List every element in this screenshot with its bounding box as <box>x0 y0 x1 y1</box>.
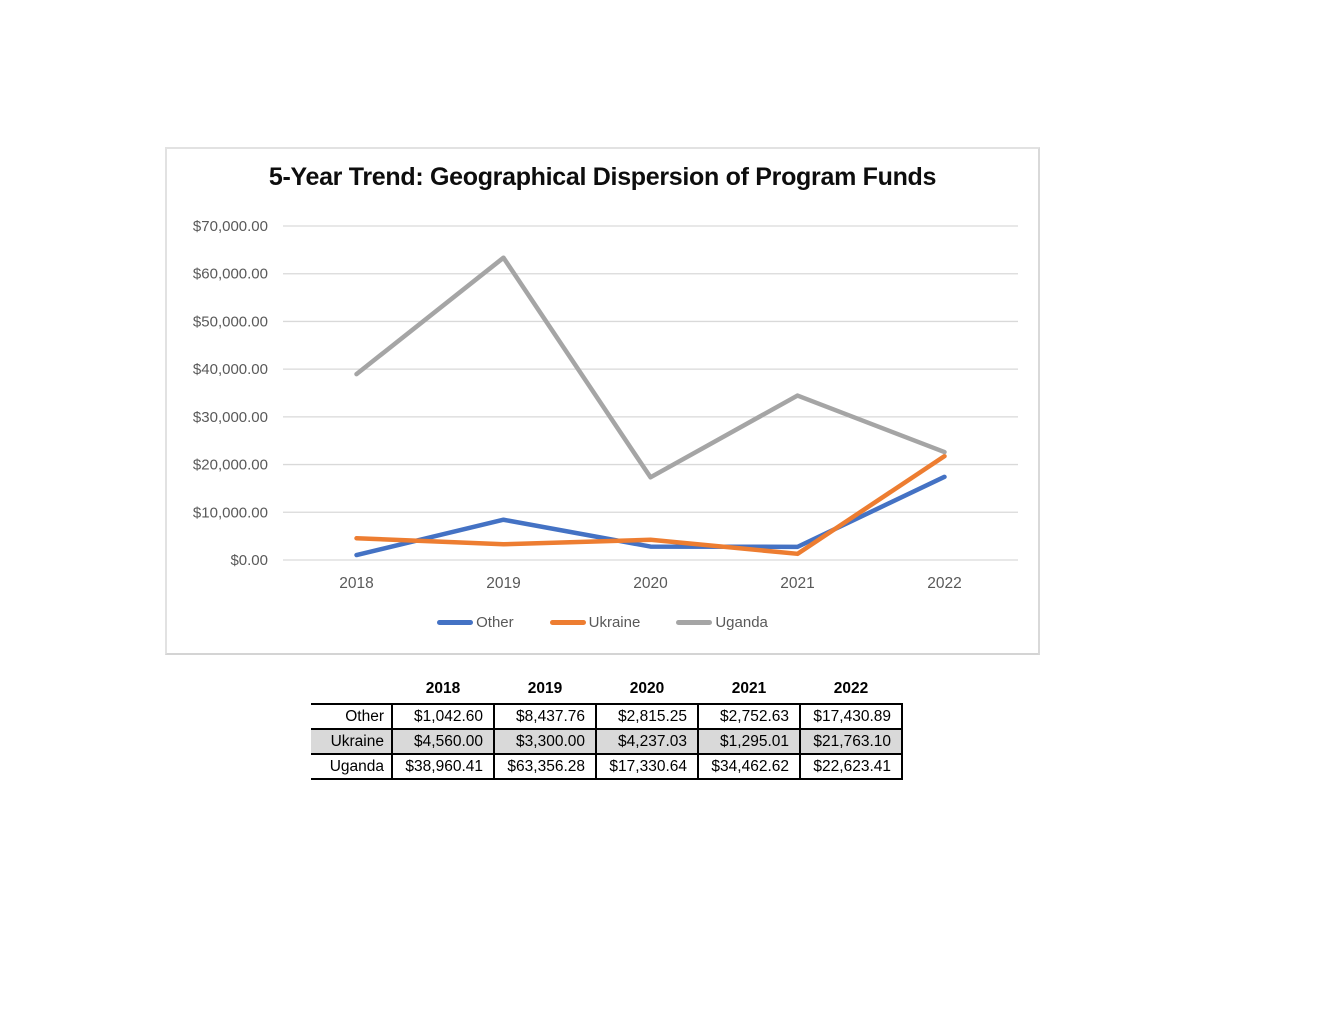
cell-other-2021: $2,752.63 <box>698 704 800 729</box>
row-label-uganda: Uganda <box>311 754 392 779</box>
funds-data-table <box>311 679 903 780</box>
series-line-ukraine <box>357 456 945 554</box>
table-header-row <box>311 679 902 704</box>
x-axis-tick-label: 2019 <box>486 575 521 592</box>
table-row-uganda <box>311 754 902 779</box>
x-axis-tick-label: 2021 <box>780 575 815 592</box>
cell-uganda-2021: $34,462.62 <box>698 754 800 779</box>
y-axis-tick-label: $10,000.00 <box>192 504 268 522</box>
cell-other-2018: $1,042.60 <box>392 704 494 729</box>
cell-other-2020: $2,815.25 <box>596 704 698 729</box>
cell-uganda-2020: $17,330.64 <box>596 754 698 779</box>
cell-uganda-2019: $63,356.28 <box>494 754 596 779</box>
cell-uganda-2018: $38,960.41 <box>392 754 494 779</box>
x-axis-tick-label: 2022 <box>927 575 962 592</box>
line-chart-plot-area <box>167 149 1038 604</box>
row-label-other: Other <box>311 704 392 729</box>
series-line-uganda <box>357 258 945 478</box>
table-corner-cell <box>311 679 392 704</box>
legend-item-other <box>437 614 514 631</box>
table-row-other <box>311 704 902 729</box>
chart-title: 5-Year Trend: Geographical Dispersion of Program Funds <box>268 163 937 191</box>
y-axis-tick-label: $40,000.00 <box>192 361 268 379</box>
y-axis-tick-label: $30,000.00 <box>192 408 268 426</box>
legend-swatch-uganda <box>676 620 712 625</box>
table-row-ukraine <box>311 729 902 754</box>
col-header-2021: 2021 <box>731 680 767 697</box>
col-header-2020: 2020 <box>629 680 665 697</box>
col-header-2022: 2022 <box>833 680 869 697</box>
legend-label: Other <box>476 614 514 631</box>
chart-legend <box>167 614 1038 631</box>
cell-ukraine-2022: $21,763.10 <box>800 729 902 754</box>
legend-item-uganda <box>676 614 768 631</box>
legend-swatch-ukraine <box>550 620 586 625</box>
y-axis-tick-label: $70,000.00 <box>192 218 268 235</box>
col-header-2019: 2019 <box>527 680 563 697</box>
y-axis-tick-label: $60,000.00 <box>192 265 268 283</box>
legend-swatch-other <box>437 620 473 625</box>
y-axis-tick-label: $20,000.00 <box>192 456 268 474</box>
legend-label: Ukraine <box>588 614 641 631</box>
cell-ukraine-2018: $4,560.00 <box>392 729 494 754</box>
legend-label: Uganda <box>715 614 768 631</box>
y-axis-tick-label: $50,000.00 <box>192 313 268 331</box>
col-header-2018: 2018 <box>425 680 461 697</box>
cell-ukraine-2020: $4,237.03 <box>596 729 698 754</box>
chart-card <box>165 147 1040 655</box>
legend-item-ukraine <box>550 614 641 631</box>
cell-other-2019: $8,437.76 <box>494 704 596 729</box>
y-axis-tick-label: $0.00 <box>230 552 268 569</box>
x-axis-tick-label: 2018 <box>339 575 374 592</box>
x-axis-tick-label: 2020 <box>633 575 668 592</box>
cell-ukraine-2021: $1,295.01 <box>698 729 800 754</box>
cell-other-2022: $17,430.89 <box>800 704 902 729</box>
cell-ukraine-2019: $3,300.00 <box>494 729 596 754</box>
row-label-ukraine: Ukraine <box>311 729 392 754</box>
cell-uganda-2022: $22,623.41 <box>800 754 902 779</box>
